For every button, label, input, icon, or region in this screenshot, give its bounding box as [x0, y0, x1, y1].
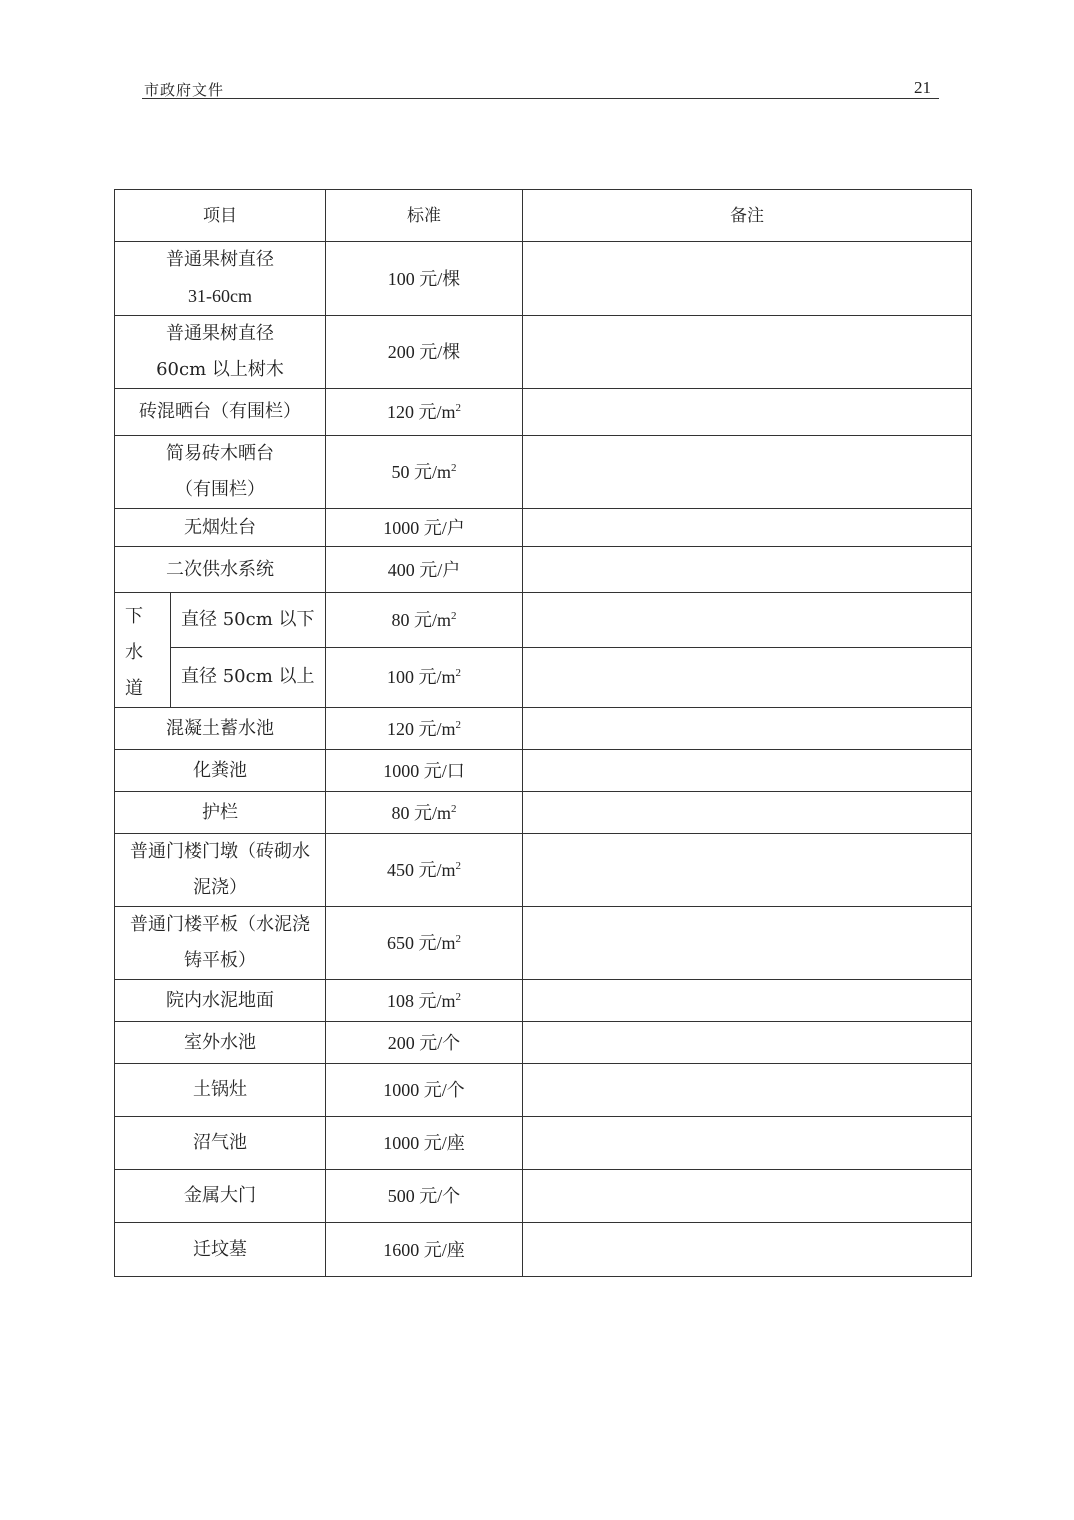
group-label-sewer: 下 水 道 — [115, 593, 171, 708]
item-cell: 护栏 — [115, 792, 326, 834]
item-cell: 普通门楼门墩（砖砌水 泥浇） — [115, 834, 326, 907]
note-cell — [523, 242, 972, 316]
table-row — [115, 792, 972, 834]
item-cell: 简易砖木晒台 （有围栏） — [115, 436, 326, 509]
item-cell: 普通门楼平板（水泥浇 铸平板） — [115, 907, 326, 980]
fee-standard-table — [114, 189, 972, 1277]
item-cell: 普通果树直径 31-60cm — [115, 242, 326, 316]
item-cell: 砖混晒台（有围栏） — [115, 389, 326, 436]
note-cell — [523, 792, 972, 834]
standard-cell: 200 元/棵 — [326, 316, 523, 389]
note-cell — [523, 593, 972, 648]
note-cell — [523, 647, 972, 707]
standard-cell: 100 元$/m^2$ — [326, 647, 523, 707]
column-header-item: 项目 — [115, 190, 326, 242]
item-cell: 混凝土蓄水池 — [115, 708, 326, 750]
table-row — [115, 1022, 972, 1064]
page-header — [142, 76, 939, 99]
standard-cell: 1000 元/个 — [326, 1064, 523, 1117]
table-row — [115, 834, 972, 907]
table-row — [115, 593, 972, 648]
sub-item-cell: 直径 50cm 以上 — [171, 647, 326, 707]
item-cell: 无烟灶台 — [115, 509, 326, 547]
note-cell — [523, 907, 972, 980]
standard-cell: 400 元/户 — [326, 547, 523, 593]
table-row — [115, 750, 972, 792]
sub-item-cell: 直径 50cm 以下 — [171, 593, 326, 648]
note-cell — [523, 1117, 972, 1170]
table-row — [115, 389, 972, 436]
page-number: 21 — [914, 78, 931, 97]
standard-cell: 120 元$/m^2$ — [326, 708, 523, 750]
note-cell — [523, 1064, 972, 1117]
standard-cell: 120 元$/m^2$ — [326, 389, 523, 436]
column-header-note: 备注 — [523, 190, 972, 242]
table-row — [115, 708, 972, 750]
note-cell — [523, 509, 972, 547]
note-cell — [523, 750, 972, 792]
table-row — [115, 316, 972, 389]
table-row — [115, 436, 972, 509]
table-row — [115, 907, 972, 980]
standard-cell: 100 元/棵 — [326, 242, 523, 316]
standard-cell: 80 元$/m^2$ — [326, 792, 523, 834]
standard-cell: 108 元$/m^2$ — [326, 980, 523, 1022]
note-cell — [523, 834, 972, 907]
item-cell: 沼气池 — [115, 1117, 326, 1170]
standard-cell: 650 元$/m^2$ — [326, 907, 523, 980]
table-row — [115, 547, 972, 593]
item-cell: 二次供水系统 — [115, 547, 326, 593]
item-cell: 室外水池 — [115, 1022, 326, 1064]
item-cell: 迁坟墓 — [115, 1223, 326, 1277]
item-cell: 化粪池 — [115, 750, 326, 792]
note-cell — [523, 436, 972, 509]
table-row — [115, 1117, 972, 1170]
standard-cell: 450 元$/m^2$ — [326, 834, 523, 907]
table-row — [115, 1223, 972, 1277]
note-cell — [523, 980, 972, 1022]
standard-cell: 50 元$/m^2$ — [326, 436, 523, 509]
table-row — [115, 647, 972, 707]
note-cell — [523, 708, 972, 750]
table-row — [115, 509, 972, 547]
document-title: 市政府文件 — [144, 81, 225, 99]
table-row — [115, 1064, 972, 1117]
note-cell — [523, 547, 972, 593]
item-cell: 普通果树直径 60cm 以上树木 — [115, 316, 326, 389]
note-cell — [523, 1022, 972, 1064]
item-cell: 院内水泥地面 — [115, 980, 326, 1022]
standard-cell: 1000 元/户 — [326, 509, 523, 547]
table-row — [115, 1170, 972, 1223]
note-cell — [523, 1170, 972, 1223]
table-row — [115, 980, 972, 1022]
note-cell — [523, 389, 972, 436]
standard-cell: 1600 元/座 — [326, 1223, 523, 1277]
table-row — [115, 242, 972, 316]
standard-cell: 200 元/个 — [326, 1022, 523, 1064]
standard-cell: 1000 元/座 — [326, 1117, 523, 1170]
standard-cell: 80 元$/m^2$ — [326, 593, 523, 648]
table-header-row — [115, 190, 972, 242]
item-cell: 金属大门 — [115, 1170, 326, 1223]
standard-cell: 1000 元/口 — [326, 750, 523, 792]
column-header-standard: 标准 — [326, 190, 523, 242]
note-cell — [523, 1223, 972, 1277]
note-cell — [523, 316, 972, 389]
standard-cell: 500 元/个 — [326, 1170, 523, 1223]
item-cell: 土锅灶 — [115, 1064, 326, 1117]
